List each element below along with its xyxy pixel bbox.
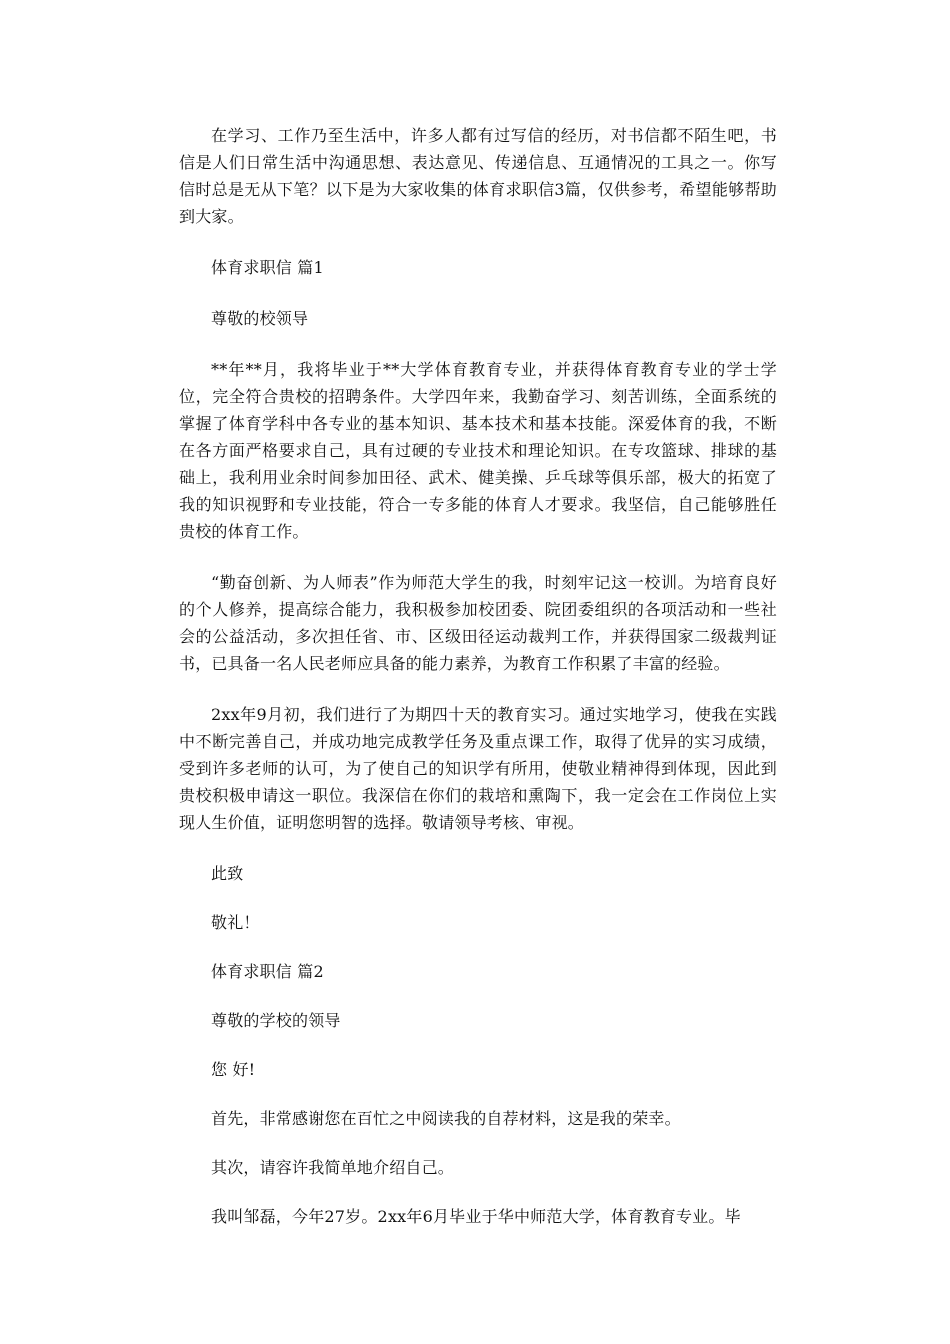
letter2-salutation: 尊敬的学校的领导 bbox=[211, 1011, 341, 1030]
document-page bbox=[179, 122, 777, 1230]
letter2-paragraph-2: 其次，请容许我简单地介绍自己。 bbox=[211, 1158, 455, 1177]
letter1-salutation: 尊敬的校领导 bbox=[211, 309, 309, 328]
intro-paragraph: 在学习、工作乃至生活中，许多人都有过写信的经历，对书信都不陌生吧，书信是人们日常生活中沟通思想、表达意见、传递信息、互通情况的工具之一。你写信时总是无从下笔？以下是为大家收集的体育求职信3篇，仅供参考，希望能够帮助到大家。 bbox=[179, 126, 777, 226]
letter2-paragraph-3: 我叫邹磊，今年27岁。2xx年6月毕业于华中师范大学，体育教育专业。毕 bbox=[211, 1207, 741, 1226]
letter1-title: 体育求职信 篇1 bbox=[211, 258, 324, 277]
letter2-title: 体育求职信 篇2 bbox=[211, 962, 324, 981]
letter1-closing-1: 此致 bbox=[211, 864, 244, 883]
letter1-closing-2: 敬礼！ bbox=[211, 913, 260, 932]
letter1-paragraph-2: “勤奋创新、为人师表”作为师范大学生的我，时刻牢记这一校训。为培育良好的个人修养，提高综合能力，我积极参加校团委、院团委组织的各项活动和一些社会的公益活动，多次担任省、市、区级田径运动裁判工作，并获得国家二级裁判证书，已具备一名人民老师应具备的能力素养，为教育工作积累了丰富的经验。 bbox=[179, 573, 777, 673]
letter2-paragraph-1: 首先，非常感谢您在百忙之中阅读我的自荐材料，这是我的荣幸。 bbox=[211, 1109, 681, 1128]
letter1-paragraph-1: **年**月，我将毕业于**大学体育教育专业，并获得体育教育专业的学士学位，完全符合贵校的招聘条件。大学四年来，我勤奋学习、刻苦训练，全面系统的掌握了体育学科中各专业的基本知识、基本技术和基本技能。深爱体育的我，不断在各方面严格要求自己，具有过硬的专业技术和理论知识。在专攻篮球、排球的基础上，我利用业余时间参加田径、武术、健美操、乒乓球等俱乐部，极大的拓宽了我的知识视野和专业技能，符合一专多能的体育人才要求。我坚信，自己能够胜任贵校的体育工作。 bbox=[179, 360, 777, 541]
letter2-greeting: 您 好! bbox=[211, 1060, 256, 1079]
letter1-paragraph-3: 2xx年9月初，我们进行了为期四十天的教育实习。通过实地学习，使我在实践中不断完善自己，并成功地完成教学任务及重点课工作，取得了优异的实习成绩，受到许多老师的认可，为了使自己的知识学有所用，使敬业精神得到体现，因此到贵校积极申请这一职位。我深信在你们的栽培和熏陶下，我一定会在工作岗位上实现人生价值，证明您明智的选择。敬请领导考核、审视。 bbox=[179, 705, 777, 832]
